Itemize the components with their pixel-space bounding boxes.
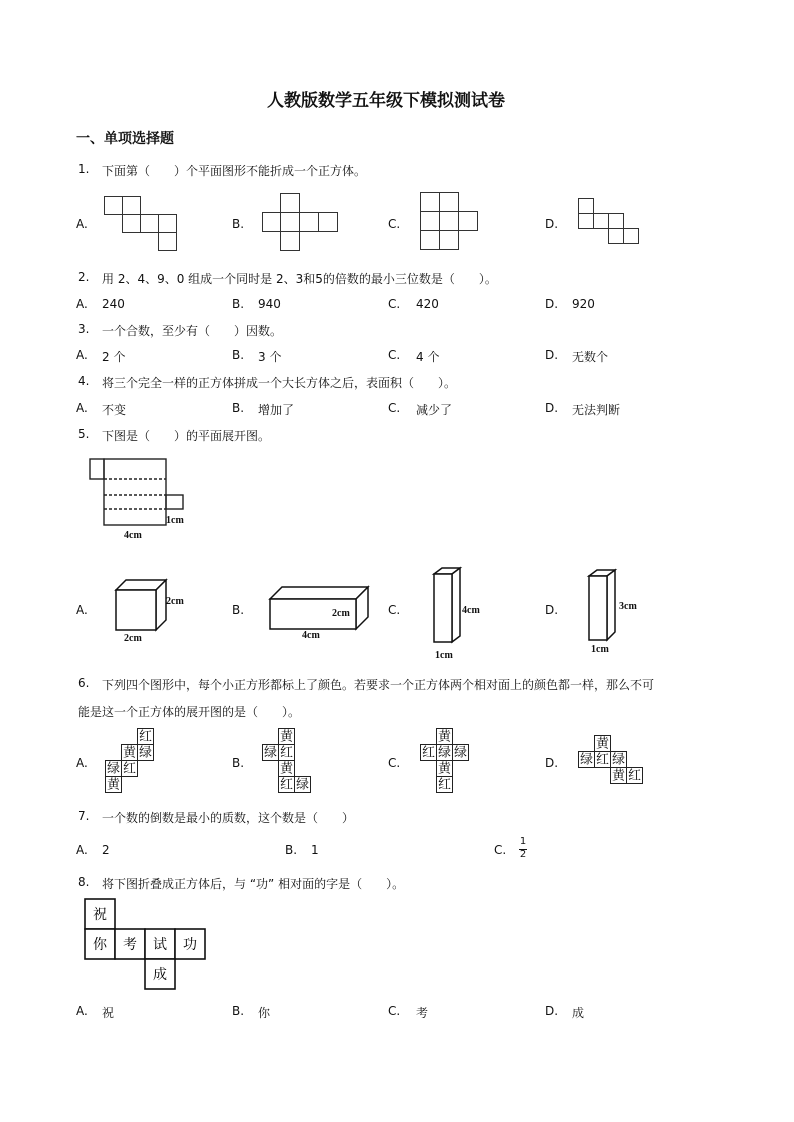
q8-option-d-value: 成 <box>572 1006 585 1020</box>
q5-c-bottom-label: 1cm <box>435 650 453 661</box>
q5-d-side-label: 3cm <box>619 601 637 612</box>
svg-text:黄: 黄 <box>280 761 293 777</box>
page-title: 人教版数学五年级下模拟测试卷 <box>267 91 505 111</box>
q4-option-a-value: 不变 <box>102 403 127 417</box>
q6b-cell <box>279 761 295 777</box>
svg-text:黄: 黄 <box>438 761 451 777</box>
q7-option-c-denominator: 2 <box>519 849 527 860</box>
svg-text:考: 考 <box>123 937 137 953</box>
question-1-number: 1. <box>78 162 90 176</box>
svg-text:绿: 绿 <box>264 745 277 761</box>
q7-option-a-key: A. <box>76 843 88 857</box>
q6b-cell <box>295 777 311 793</box>
q6d-cell <box>611 768 627 784</box>
q6a-cell <box>106 777 122 793</box>
question-7-text: 一个数的倒数是最小的质数，这个数是（ ） <box>102 811 355 825</box>
q1-net-a <box>104 196 184 252</box>
svg-text:祝: 祝 <box>93 907 107 923</box>
q8-net-cell <box>85 899 115 929</box>
q3-option-d-value: 无数个 <box>572 350 609 364</box>
q1-option-d: D. <box>545 217 559 231</box>
q6-net-a <box>105 728 165 798</box>
q6d-cell <box>595 752 611 768</box>
q8-option-b-value: 你 <box>258 1006 271 1020</box>
svg-text:功: 功 <box>183 937 197 953</box>
q6-net-b <box>262 728 322 798</box>
q7-option-b-value: 1 <box>311 843 319 857</box>
q6d-cell <box>579 752 595 768</box>
q5-b-bottom-label: 4cm <box>302 630 320 641</box>
q8-option-d-key: D. <box>545 1004 559 1018</box>
q8-net-figure <box>84 898 214 994</box>
q3-option-c-value: 4 个 <box>416 350 440 364</box>
question-5-text: 下图是（ ）的平面展开图。 <box>102 429 271 443</box>
question-1-text: 下面第（ ）个平面图形不能折成一个正方体。 <box>102 164 367 178</box>
q2-option-a-key: A. <box>76 297 88 311</box>
q5-option-b-key: B. <box>232 603 245 617</box>
svg-text:绿: 绿 <box>454 745 467 761</box>
q2-option-b-value: 940 <box>258 297 281 311</box>
q3-option-d-key: D. <box>545 348 559 362</box>
svg-text:成: 成 <box>153 967 167 983</box>
question-8-number: 8. <box>78 875 90 889</box>
svg-text:红: 红 <box>280 745 293 761</box>
q7-option-a-value: 2 <box>102 843 110 857</box>
q6b-cell <box>279 745 295 761</box>
question-4-text: 将三个完全一样的正方体拼成一个大长方体之后，表面积（ ）。 <box>102 376 457 390</box>
question-8-text: 将下图折叠成正方体后，与 “功” 相对面的字是（ ）。 <box>102 877 405 891</box>
question-5-number: 5. <box>78 427 90 441</box>
q8-option-a-value: 祝 <box>102 1006 115 1020</box>
question-3-number: 3. <box>78 322 90 336</box>
q3-option-a-value: 2 个 <box>102 350 126 364</box>
q8-option-c-key: C. <box>388 1004 401 1018</box>
q4-option-b-key: B. <box>232 401 245 415</box>
svg-text:红: 红 <box>422 745 435 761</box>
q1-net-b <box>262 193 342 253</box>
q4-option-a-key: A. <box>76 401 88 415</box>
svg-text:红: 红 <box>628 768 641 784</box>
q2-option-a-value: 240 <box>102 297 125 311</box>
q8-option-a-key: A. <box>76 1004 88 1018</box>
q6c-cell <box>437 777 453 793</box>
q1-option-b: B. <box>232 217 245 231</box>
q6a-cell <box>106 761 122 777</box>
svg-text:红: 红 <box>280 777 293 793</box>
q1-option-a: A. <box>76 217 88 231</box>
q7-option-c-numerator: 1 <box>519 836 527 847</box>
svg-text:黄: 黄 <box>280 729 293 745</box>
q5-option-d-key: D. <box>545 603 559 617</box>
svg-text:红: 红 <box>596 752 609 768</box>
q8-net-cell <box>85 929 115 959</box>
q5-d-bottom-label: 1cm <box>591 644 609 655</box>
svg-text:黄: 黄 <box>596 736 609 752</box>
q2-option-c-key: C. <box>388 297 401 311</box>
q6d-cell <box>595 736 611 752</box>
q6b-cell <box>263 745 279 761</box>
svg-text:试: 试 <box>153 937 167 953</box>
q6c-cell <box>437 745 453 761</box>
svg-text:绿: 绿 <box>139 745 152 761</box>
q6b-cell <box>279 729 295 745</box>
q6-net-c <box>420 728 480 798</box>
q5-net-side-label: 1cm <box>166 515 184 526</box>
svg-text:绿: 绿 <box>612 752 625 768</box>
question-6-text-line2: 能是这一个正方体的展开图的是（ ）。 <box>78 705 301 719</box>
question-2-text: 用 2、4、9、0 组成一个同时是 2、3和5的倍数的最小三位数是（ ）。 <box>102 272 497 286</box>
q3-option-b-value: 3 个 <box>258 350 282 364</box>
q8-net-cell <box>145 929 175 959</box>
q2-option-d-value: 920 <box>572 297 595 311</box>
q1-option-c: C. <box>388 217 401 231</box>
q3-option-c-key: C. <box>388 348 401 362</box>
q6c-cell <box>453 745 469 761</box>
q3-option-a-key: A. <box>76 348 88 362</box>
q7-option-b-key: B. <box>285 843 298 857</box>
svg-text:黄: 黄 <box>123 745 136 761</box>
q8-net-cell <box>115 929 145 959</box>
question-3-text: 一个合数，至少有（ ）因数。 <box>102 324 283 338</box>
q6-option-c-key: C. <box>388 756 401 770</box>
q6d-cell <box>611 752 627 768</box>
q6c-cell <box>421 745 437 761</box>
question-4-number: 4. <box>78 374 90 388</box>
q6c-cell <box>437 761 453 777</box>
q8-net-cell <box>145 959 175 989</box>
q6-option-b-key: B. <box>232 756 245 770</box>
q5-net-bottom-label: 4cm <box>124 530 142 541</box>
q5-option-a-key: A. <box>76 603 88 617</box>
q2-option-d-key: D. <box>545 297 559 311</box>
question-6-number: 6. <box>78 676 90 690</box>
svg-text:红: 红 <box>438 777 451 793</box>
q6a-cell <box>122 745 138 761</box>
svg-text:你: 你 <box>93 937 107 953</box>
svg-text:绿: 绿 <box>296 777 309 793</box>
q5-a-bottom-label: 2cm <box>124 633 142 644</box>
q4-option-b-value: 增加了 <box>258 403 295 417</box>
q5-a-side-label: 2cm <box>166 596 184 607</box>
q5-net-figure <box>86 456 196 540</box>
q5-shape-long-cuboid <box>268 583 370 631</box>
q5-option-c-key: C. <box>388 603 401 617</box>
q1-net-d <box>578 198 644 248</box>
q5-shape-tall-cuboid-c <box>432 566 462 646</box>
q6a-cell <box>122 761 138 777</box>
q5-c-side-label: 4cm <box>462 605 480 616</box>
q6b-cell <box>279 777 295 793</box>
q4-option-c-key: C. <box>388 401 401 415</box>
svg-text:黄: 黄 <box>612 768 625 784</box>
question-7-number: 7. <box>78 809 90 823</box>
svg-text:红: 红 <box>139 729 152 745</box>
q6c-cell <box>437 729 453 745</box>
svg-text:红: 红 <box>123 761 136 777</box>
q5-shape-tall-cuboid-d <box>587 568 617 644</box>
q8-net-cell <box>175 929 205 959</box>
q6-net-d <box>578 735 648 790</box>
q3-option-b-key: B. <box>232 348 245 362</box>
q2-option-c-value: 420 <box>416 297 439 311</box>
q2-option-b-key: B. <box>232 297 245 311</box>
q6-option-d-key: D. <box>545 756 559 770</box>
q6-option-a-key: A. <box>76 756 88 770</box>
q5-b-side-label: 2cm <box>332 608 350 619</box>
svg-text:绿: 绿 <box>438 745 451 761</box>
section-heading: 一、单项选择题 <box>76 131 174 147</box>
q1-net-c <box>420 192 480 252</box>
svg-text:黄: 黄 <box>107 777 120 793</box>
q4-option-c-value: 减少了 <box>416 403 453 417</box>
svg-text:绿: 绿 <box>107 761 120 777</box>
question-6-text-line1: 下列四个图形中，每个小正方形都标上了颜色。若要求一个正方体两个相对面上的颜色都一样，那么不可 <box>102 678 655 692</box>
q7-option-c-key: C. <box>494 843 507 857</box>
q4-option-d-value: 无法判断 <box>572 403 621 417</box>
q4-option-d-key: D. <box>545 401 559 415</box>
question-2-number: 2. <box>78 270 90 284</box>
q8-option-b-key: B. <box>232 1004 245 1018</box>
q5-shape-cube <box>114 578 168 632</box>
q6a-cell <box>138 729 154 745</box>
svg-text:黄: 黄 <box>438 729 451 745</box>
q6d-cell <box>627 768 643 784</box>
q6a-cell <box>138 745 154 761</box>
svg-text:绿: 绿 <box>580 752 593 768</box>
q8-option-c-value: 考 <box>416 1006 429 1020</box>
